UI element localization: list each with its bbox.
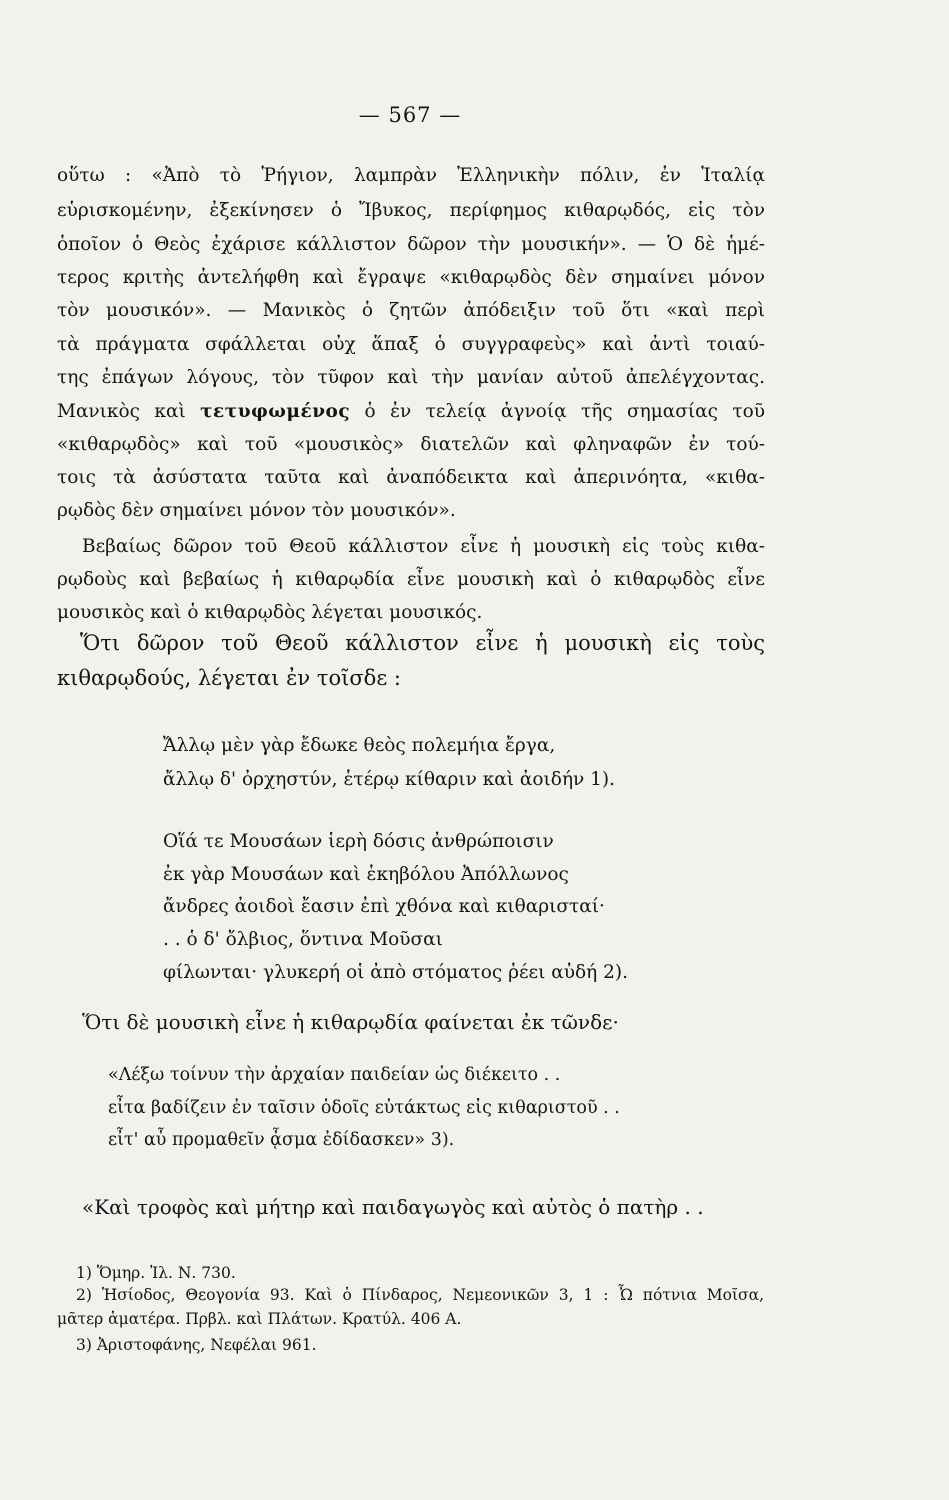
text-line: μουσικὸς καὶ ὁ κιθαρῳδὸς λέγεται μουσικός.: [57, 602, 483, 623]
text-line: ρῳδοὺς καὶ βεβαίως ἡ κιθαρῳδία εἶνε μουσικὴ καὶ ὁ κιθαρῳδὸς εἶνε: [57, 569, 765, 590]
quote-line: «Λέξω τοίνυν τὴν ἀρχαίαν παιδείαν ὡς διέκειτο . .: [108, 1065, 561, 1085]
text-line: της ἐπάγων λόγους, τὸν τῦφον καὶ τὴν μανίαν αὐτοῦ ἀπελέγχοντας.: [57, 367, 765, 388]
text-fragment: ὁ ἐν τελείᾳ ἀγνοίᾳ τῆς σημασίας τοῦ: [364, 401, 765, 422]
text-line: «Καὶ τροφὸς καὶ μήτηρ καὶ παιδαγωγὸς καὶ αὐτὸς ὁ πατὴρ . .: [82, 1195, 704, 1219]
text-line: τὰ πράγματα σφάλλεται οὐχ ἅπαξ ὁ συγγραφεὺς» καὶ ἀντὶ τοιαύ-: [57, 334, 765, 355]
text-line: εὑρισκομένην, ἐξεκίνησεν ὁ Ἴβυκος, περίφημος κιθαρῳδός, εἰς τὸν: [57, 200, 765, 221]
text-line: Ὅτι δὲ μουσικὴ εἶνε ἡ κιθαρῳδία φαίνεται ἐκ τῶνδε·: [82, 1010, 619, 1034]
verse-line: . . ὁ δ' ὄλβιος, ὅντινα Μοῦσαι: [163, 929, 443, 950]
quote-line: εἶτα βαδίζειν ἐν ταῖσιν ὁδοῖς εὐτάκτως εἰς κιθαριστοῦ . .: [108, 1098, 620, 1118]
verse-line: Ἄλλῳ μὲν γὰρ ἔδωκε θεὸς πολεμήια ἔργα,: [163, 735, 556, 756]
footnote: 2) Ἡσίοδος, Θεογονία 93. Καὶ ὁ Πίνδαρος, Νεμεονικῶν 3, 1 : Ὦ πότνια Μοῖσα,: [76, 1286, 764, 1304]
quote-line: εἶτ' αὖ προμαθεῖν ᾆσμα ἐδίδασκεν» 3).: [108, 1130, 455, 1150]
verse-line: φίλωνται· γλυκερή οἱ ἀπὸ στόματος ῥέει αὐδή 2).: [163, 962, 628, 983]
footnote: μᾶτερ ἁματέρα. Πρβλ. καὶ Πλάτων. Κρατύλ. 406 Α.: [57, 1310, 462, 1328]
text-line: τερος κριτὴς ἀντελήφθη καὶ ἔγραψε «κιθαρῳδὸς δὲν σημαίνει μόνον: [57, 267, 765, 288]
verse-line: ἄλλῳ δ' ὀρχηστύν, ἑτέρῳ κίθαριν καὶ ἀοιδήν 1).: [163, 769, 616, 790]
text-fragment: Μανικὸς καὶ: [57, 401, 186, 422]
text-line: Βεβαίως δῶρον τοῦ Θεοῦ κάλλιστον εἶνε ἡ μουσικὴ εἰς τοὺς κιθα-: [82, 536, 765, 557]
verse-line: ἐκ γὰρ Μουσάων καὶ ἑκηβόλου Ἀπόλλωνος: [163, 864, 569, 885]
footnote: 1) Ὅμηρ. Ἰλ. Ν. 730.: [76, 1264, 236, 1282]
text-line: οὕτω : «Ἀπὸ τὸ Ῥήγιον, λαμπρὰν Ἑλληνικὴν πόλιν, ἐν Ἰταλίᾳ: [57, 165, 765, 186]
text-line: Ὅτι δῶρον τοῦ Θεοῦ κάλλιστον εἶνε ἡ μουσικὴ εἰς τοὺς: [80, 631, 765, 655]
footnote: 3) Ἀριστοφάνης, Νεφέλαι 961.: [76, 1336, 317, 1354]
text-line: [57, 400, 765, 424]
text-line: ὁποῖον ὁ Θεὸς ἐχάρισε κάλλιστον δῶρον τὴν μουσικήν». — Ὁ δὲ ἡμέ-: [57, 234, 765, 255]
verse-line: ἄνδρες ἀοιδοὶ ἔασιν ἐπὶ χθόνα καὶ κιθαρισταί·: [163, 896, 605, 917]
text-line: «κιθαρῳδὸς» καὶ τοῦ «μουσικὸς» διατελῶν καὶ φληναφῶν ἐν τού-: [57, 434, 765, 455]
text-line: κιθαρῳδούς, λέγεται ἐν τοῖσδε :: [57, 666, 401, 690]
verse-line: Οἵά τε Μουσάων ἱερὴ δόσις ἀνθρώποισιν: [163, 831, 554, 852]
text-line: τὸν μουσικόν». — Μανικὸς ὁ ζητῶν ἀπόδειξιν τοῦ ὅτι «καὶ περὶ: [57, 300, 765, 321]
text-line: ρῳδὸς δὲν σημαίνει μόνον τὸν μουσικόν».: [57, 500, 456, 521]
text-line: τοις τὰ ἀσύστατα ταῦτα καὶ ἀναπόδεικτα καὶ ἀπερινόητα, «κιθα-: [57, 467, 765, 488]
page-number: — 567 —: [358, 103, 462, 127]
bold-word: τετυφωμένος: [200, 401, 351, 422]
